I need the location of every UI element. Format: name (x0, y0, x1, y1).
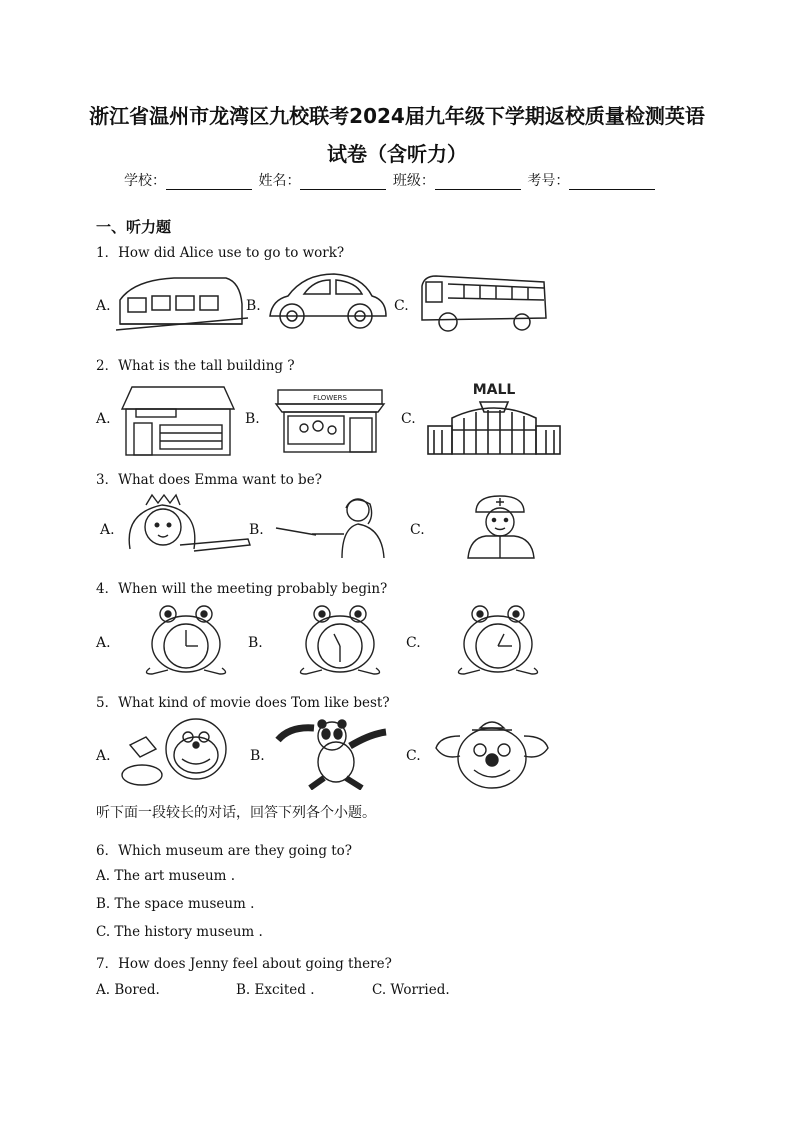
nurse-image (450, 494, 550, 560)
exam-number-blank[interactable] (569, 175, 655, 190)
q3-option-a-label[interactable]: A. (100, 522, 115, 538)
q6-option-a[interactable]: A. The art museum . (96, 868, 236, 884)
princess-image (120, 493, 256, 557)
cartoon-cat-image (116, 715, 242, 789)
frog-clock-image-c (452, 604, 544, 676)
question-3: 3．What does Emma want to be? (96, 472, 322, 488)
name-label: 姓名： (258, 173, 301, 189)
q3-option-c-label[interactable]: C. (410, 522, 425, 538)
q7-option-c[interactable]: C. Worried. (372, 982, 450, 998)
frog-clock-image-b (294, 604, 386, 676)
question-4: 4．When will the meeting probably begin? (96, 581, 388, 597)
question-5: 5．What kind of movie does Tom like best? (96, 695, 390, 711)
q2-option-c-label[interactable]: C. (401, 411, 416, 427)
clown-image (430, 716, 554, 792)
class-label: 班级： (392, 173, 435, 189)
frog-clock-image-a (140, 604, 232, 676)
question-2: 2．What is the tall building ? (96, 358, 295, 374)
question-7: 7．How does Jenny feel about going there? (96, 956, 392, 972)
q7-option-b[interactable]: B. Excited . (236, 982, 315, 998)
teacher-image (272, 494, 398, 560)
school-label: 学校： (124, 173, 166, 189)
q5-option-a-label[interactable]: A. (96, 748, 111, 764)
q2-option-b-label[interactable]: B. (245, 411, 260, 427)
class-blank[interactable] (435, 175, 521, 190)
section-title: 一、听力题 (96, 218, 172, 236)
question-1: 1．How did Alice use to go to work? (96, 245, 345, 261)
question-6: 6．Which museum are they going to? (96, 843, 353, 859)
q4-option-c-label[interactable]: C. (406, 635, 421, 651)
bus-image (418, 272, 550, 336)
school-blank[interactable] (166, 175, 252, 190)
q2-option-a-label[interactable]: A. (96, 411, 111, 427)
q3-option-b-label[interactable]: B. (249, 522, 264, 538)
flower-shop-image (274, 388, 386, 454)
q6-option-c[interactable]: C. The history museum . (96, 924, 263, 940)
dialogue-instruction: 听下面一段较长的对话，回答下列各个小题。 (96, 805, 376, 821)
q1-option-c-label[interactable]: C. (394, 298, 409, 314)
q4-option-a-label[interactable]: A. (96, 635, 111, 651)
mall-sign-text: MALL (472, 382, 516, 398)
page-title-line1: 浙江省温州市龙湾区九校联考2024届九年级下学期返校质量检测英语 (89, 104, 705, 128)
q7-option-a[interactable]: A. Bored. (96, 982, 160, 998)
q5-option-b-label[interactable]: B. (250, 748, 265, 764)
bookstore-image (120, 385, 236, 457)
q1-option-b-label[interactable]: B. (246, 298, 261, 314)
q5-option-c-label[interactable]: C. (406, 748, 421, 764)
exam-number-label: 考号： (527, 173, 570, 189)
car-image (264, 270, 390, 336)
name-blank[interactable] (300, 175, 386, 190)
page-title-line2: 试卷（含听力） (327, 142, 467, 166)
q1-option-a-label[interactable]: A. (96, 298, 111, 314)
q4-option-b-label[interactable]: B. (248, 635, 263, 651)
panda-image (270, 716, 400, 790)
mall-image (424, 378, 564, 456)
q6-option-b[interactable]: B. The space museum . (96, 896, 255, 912)
shop-sign-text: FLOWERS (313, 394, 347, 402)
student-info-fields (124, 170, 657, 190)
subway-train-image (114, 274, 249, 336)
